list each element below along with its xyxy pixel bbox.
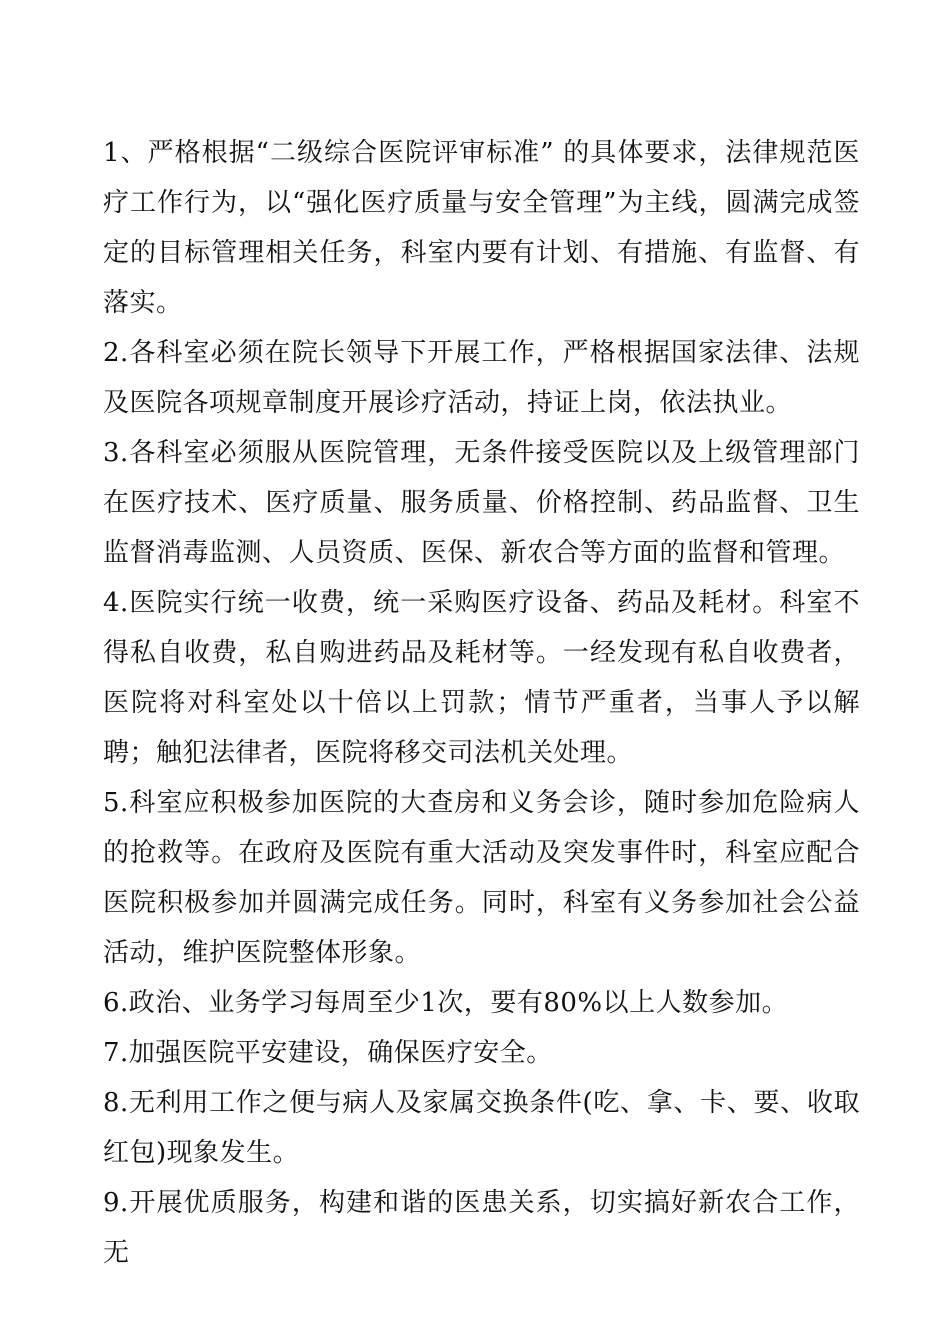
paragraph-7: 7.加强医院平安建设，确保医疗安全。 — [103, 1038, 553, 1068]
paragraph-3: 3.各科室必须服从医院管理，无条件接受医院以及上级管理部门在医疗技术、医疗质量、服务质量、价格控制、药品监督、卫生监督消毒监测、人员资质、医保、新农合等方面的监督和管理。 — [103, 438, 860, 568]
paragraph-2: 2.各科室必须在院长领导下开展工作，严格根据国家法律、法规及医院各项规章制度开展诊疗活动，持证上岗，依法执业。 — [103, 338, 860, 418]
document-body — [103, 128, 860, 1278]
paragraph-8: 8.无利用工作之便与病人及家属交换条件(吃、拿、卡、要、收取红包)现象发生。 — [103, 1088, 860, 1168]
paragraph-4: 4.医院实行统一收费，统一采购医疗设备、药品及耗材。科室不得私自收费，私自购进药品及耗材等。一经发现有私自收费者，医院将对科室处以十倍以上罚款；情节严重者，当事人予以解聘；触犯法律者，医院将移交司法机关处理。 — [103, 588, 860, 768]
paragraph-6: 6.政治、业务学习每周至少1次，要有80%以上人数参加。 — [103, 988, 789, 1018]
paragraph-1: 1、严格根据“二级综合医院评审标准” 的具体要求，法律规范医疗工作行为，以“强化医疗质量与安全管理”为主线，圆满完成签定的目标管理相关任务，科室内要有计划、有措施、有监督、有落实。 — [103, 138, 860, 318]
paragraph-9: 9.开展优质服务，构建和谐的医患关系，切实搞好新农合工作，无 — [103, 1188, 860, 1268]
paragraph-5: 5.科室应积极参加医院的大查房和义务会诊，随时参加危险病人的抢救等。在政府及医院有重大活动及突发事件时，科室应配合医院积极参加并圆满完成任务。同时，科室有义务参加社会公益活动，维护医院整体形象。 — [103, 788, 860, 968]
